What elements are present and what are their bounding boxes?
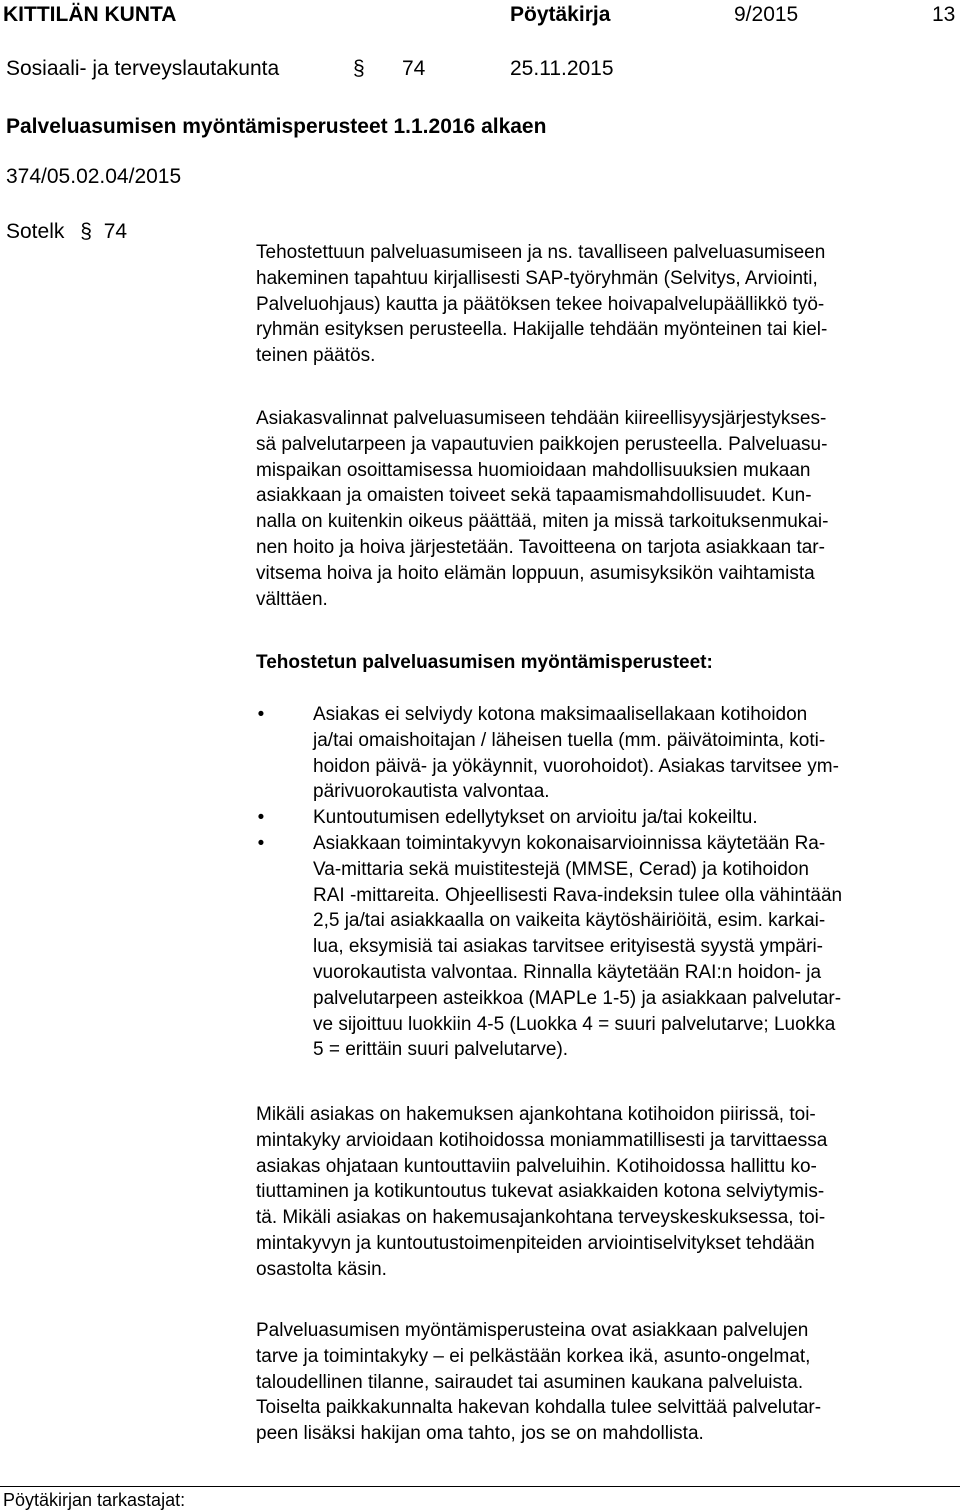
text-line: asiakkaan ja omaisten toiveet sekä tapaamismahdollisuudet. Kun-	[256, 485, 812, 507]
bullet-icon: •	[257, 807, 265, 829]
text-line: mispaikan osoittamisessa huomioidaan mahdollisuuksien mukaan	[256, 459, 811, 481]
text-line: nen hoito ja hoiva järjestetään. Tavoitteena on tarjota asiakkaan tar-	[256, 536, 825, 558]
text-line: sä palvelutarpeen ja vapautuvien paikkojen perusteella. Palveluasu-	[256, 433, 828, 455]
bullet-icon: •	[257, 832, 265, 854]
text-line: tä. Mikäli asiakas on hakemusajankohtana terveyskeskuksessa, toi-	[256, 1207, 826, 1229]
text-line: hoidon päivä- ja yökäynnit, vuorohoidot). Asiakas tarvitsee ym-	[313, 755, 839, 777]
text-line: Asiakas ei selviydy kotona maksimaalisellakaan kotihoidon	[313, 704, 808, 725]
bullet-icon: •	[257, 704, 265, 725]
page-number: 13	[932, 3, 956, 26]
page-title: Palveluasumisen myöntämisperusteet 1.1.2016 alkaen	[6, 115, 547, 138]
text-line: pärivuorokautista valvontaa.	[313, 781, 550, 803]
text-line: lua, eksymisiä tai asiakas tarvitsee erityisestä syystä ympäri-	[313, 936, 823, 958]
section-ref-number: 74	[103, 220, 128, 243]
text-line: Tehostettuun palveluasumiseen ja ns. tavalliseen palveluasumiseen	[256, 242, 826, 263]
text-line: RAI -mittareita. Ohjeellisesti Rava-indeksin tulee olla vähintään	[313, 884, 843, 906]
section-ref-symbol: §	[80, 220, 92, 243]
text-line: teinen päätös.	[256, 345, 376, 367]
text-line: Palveluasumisen myöntämisperusteina ovat asiakkaan palvelujen	[256, 1320, 809, 1341]
municipality-name: KITTILÄN KUNTA	[3, 3, 177, 26]
text-line: tiuttaminen ja kotikuntoutus tukevat asiakkaiden kotona selviytymis-	[256, 1181, 825, 1203]
text-line: Palveluohjaus) kautta ja päätöksen tekee hoivapalvelupäällikkö työ-	[256, 293, 825, 315]
text-line: taloudellinen tilanne, sairaudet tai asuminen kaukana palveluista.	[256, 1371, 804, 1393]
paragraph-client-selection	[256, 406, 948, 612]
text-line: mintakyky arvioidaan kotihoidossa moniammatillisesti ja tarvittaessa	[256, 1129, 828, 1151]
text-line: Toiselta paikkakunnalta hakevan kohdalla tulee selvittää palvelutar-	[256, 1397, 822, 1419]
text-line: hakeminen tapahtuu kirjallisesti SAP-työryhmän (Selvitys, Arviointi,	[256, 267, 818, 289]
text-line: vitsema hoiva ja hoito elämän loppuun, asumisyksikön vaihtamista	[256, 562, 815, 584]
text-line: tarve ja toimintakyky – ei pelkästään korkea ikä, asunto-ongelmat,	[256, 1345, 811, 1367]
text-line: ja/tai omaishoitajan / läheisen tuella (mm. päivätoiminta, koti-	[313, 729, 826, 751]
text-line: Asiakasvalinnat palveluasumiseen tehdään kiireellisyysjärjestykses-	[256, 408, 827, 429]
text-line: mintakyvyn ja kuntoutustoimenpiteiden arviointiselvitykset tehdään	[256, 1232, 815, 1254]
list-item	[256, 702, 948, 805]
section-ref-label: Sotelk	[6, 220, 65, 243]
text-line: Va-mittaria sekä muistitestejä (MMSE, Cerad) ja kotihoidon	[313, 858, 809, 880]
text-line: 2,5 ja/tai asiakkaalla on vaikeita käytöshäiriöitä, esim. karkai-	[313, 910, 826, 932]
text-line: palvelutarpeen asteikkoa (MAPLe 1-5) ja asiakkaan palvelutar-	[313, 987, 842, 1009]
text-line: 5 = erittäin suuri palvelutarve).	[313, 1039, 569, 1061]
text-line: asiakas ohjataan kuntouttaviin palveluihin. Kotihoidossa hallittu ko-	[256, 1155, 817, 1177]
text-line: vuorokautista valvontaa. Rinnalla käytetään RAI:n hoidon- ja	[313, 961, 822, 983]
footer-reviewers-label: Pöytäkirjan tarkastajat:	[3, 1490, 186, 1510]
section-number: 74	[402, 57, 426, 80]
section-symbol: §	[353, 57, 365, 80]
text-line: ve sijoittuu luokkiin 4-5 (Luokka 4 = suuri palvelutarve; Luokka	[313, 1013, 836, 1035]
text-line: Kuntoutumisen edellytykset on arvioitu ja/tai kokeiltu.	[313, 807, 758, 829]
text-line: välttäen.	[256, 588, 328, 610]
paragraph-application-process	[256, 240, 948, 369]
document-type: Pöytäkirja	[510, 3, 611, 26]
text-line: Asiakkaan toimintakyvyn kokonaisarvioinnissa käytetään Ra-	[313, 832, 826, 854]
document-number: 9/2015	[734, 3, 799, 26]
text-line: ryhmän esityksen perusteella. Hakijalle tehdään myönteinen tai kiel-	[256, 319, 828, 341]
paragraph-home-care-assessment	[256, 1102, 948, 1283]
criteria-heading: Tehostetun palveluasumisen myöntämisperusteet:	[256, 652, 713, 673]
text-line: osastolta käsin.	[256, 1258, 387, 1280]
paragraph-granting-criteria	[256, 1318, 948, 1447]
committee-name: Sosiaali- ja terveyslautakunta	[6, 57, 280, 80]
text-line: Mikäli asiakas on hakemuksen ajankohtana kotihoidon piirissä, toi-	[256, 1104, 816, 1125]
list-item	[256, 831, 948, 1063]
list-item	[256, 805, 948, 831]
section-reference	[6, 219, 127, 245]
criteria-list	[256, 702, 948, 1063]
record-number: 374/05.02.04/2015	[6, 165, 182, 188]
text-line: nalla on kuitenkin oikeus päättää, miten ja missä tarkoituksenmukai-	[256, 511, 829, 533]
meeting-date: 25.11.2015	[510, 57, 614, 80]
text-line: peen lisäksi hakijan oma tahto, jos se on mahdollista.	[256, 1423, 704, 1445]
footer-divider	[0, 1486, 960, 1487]
